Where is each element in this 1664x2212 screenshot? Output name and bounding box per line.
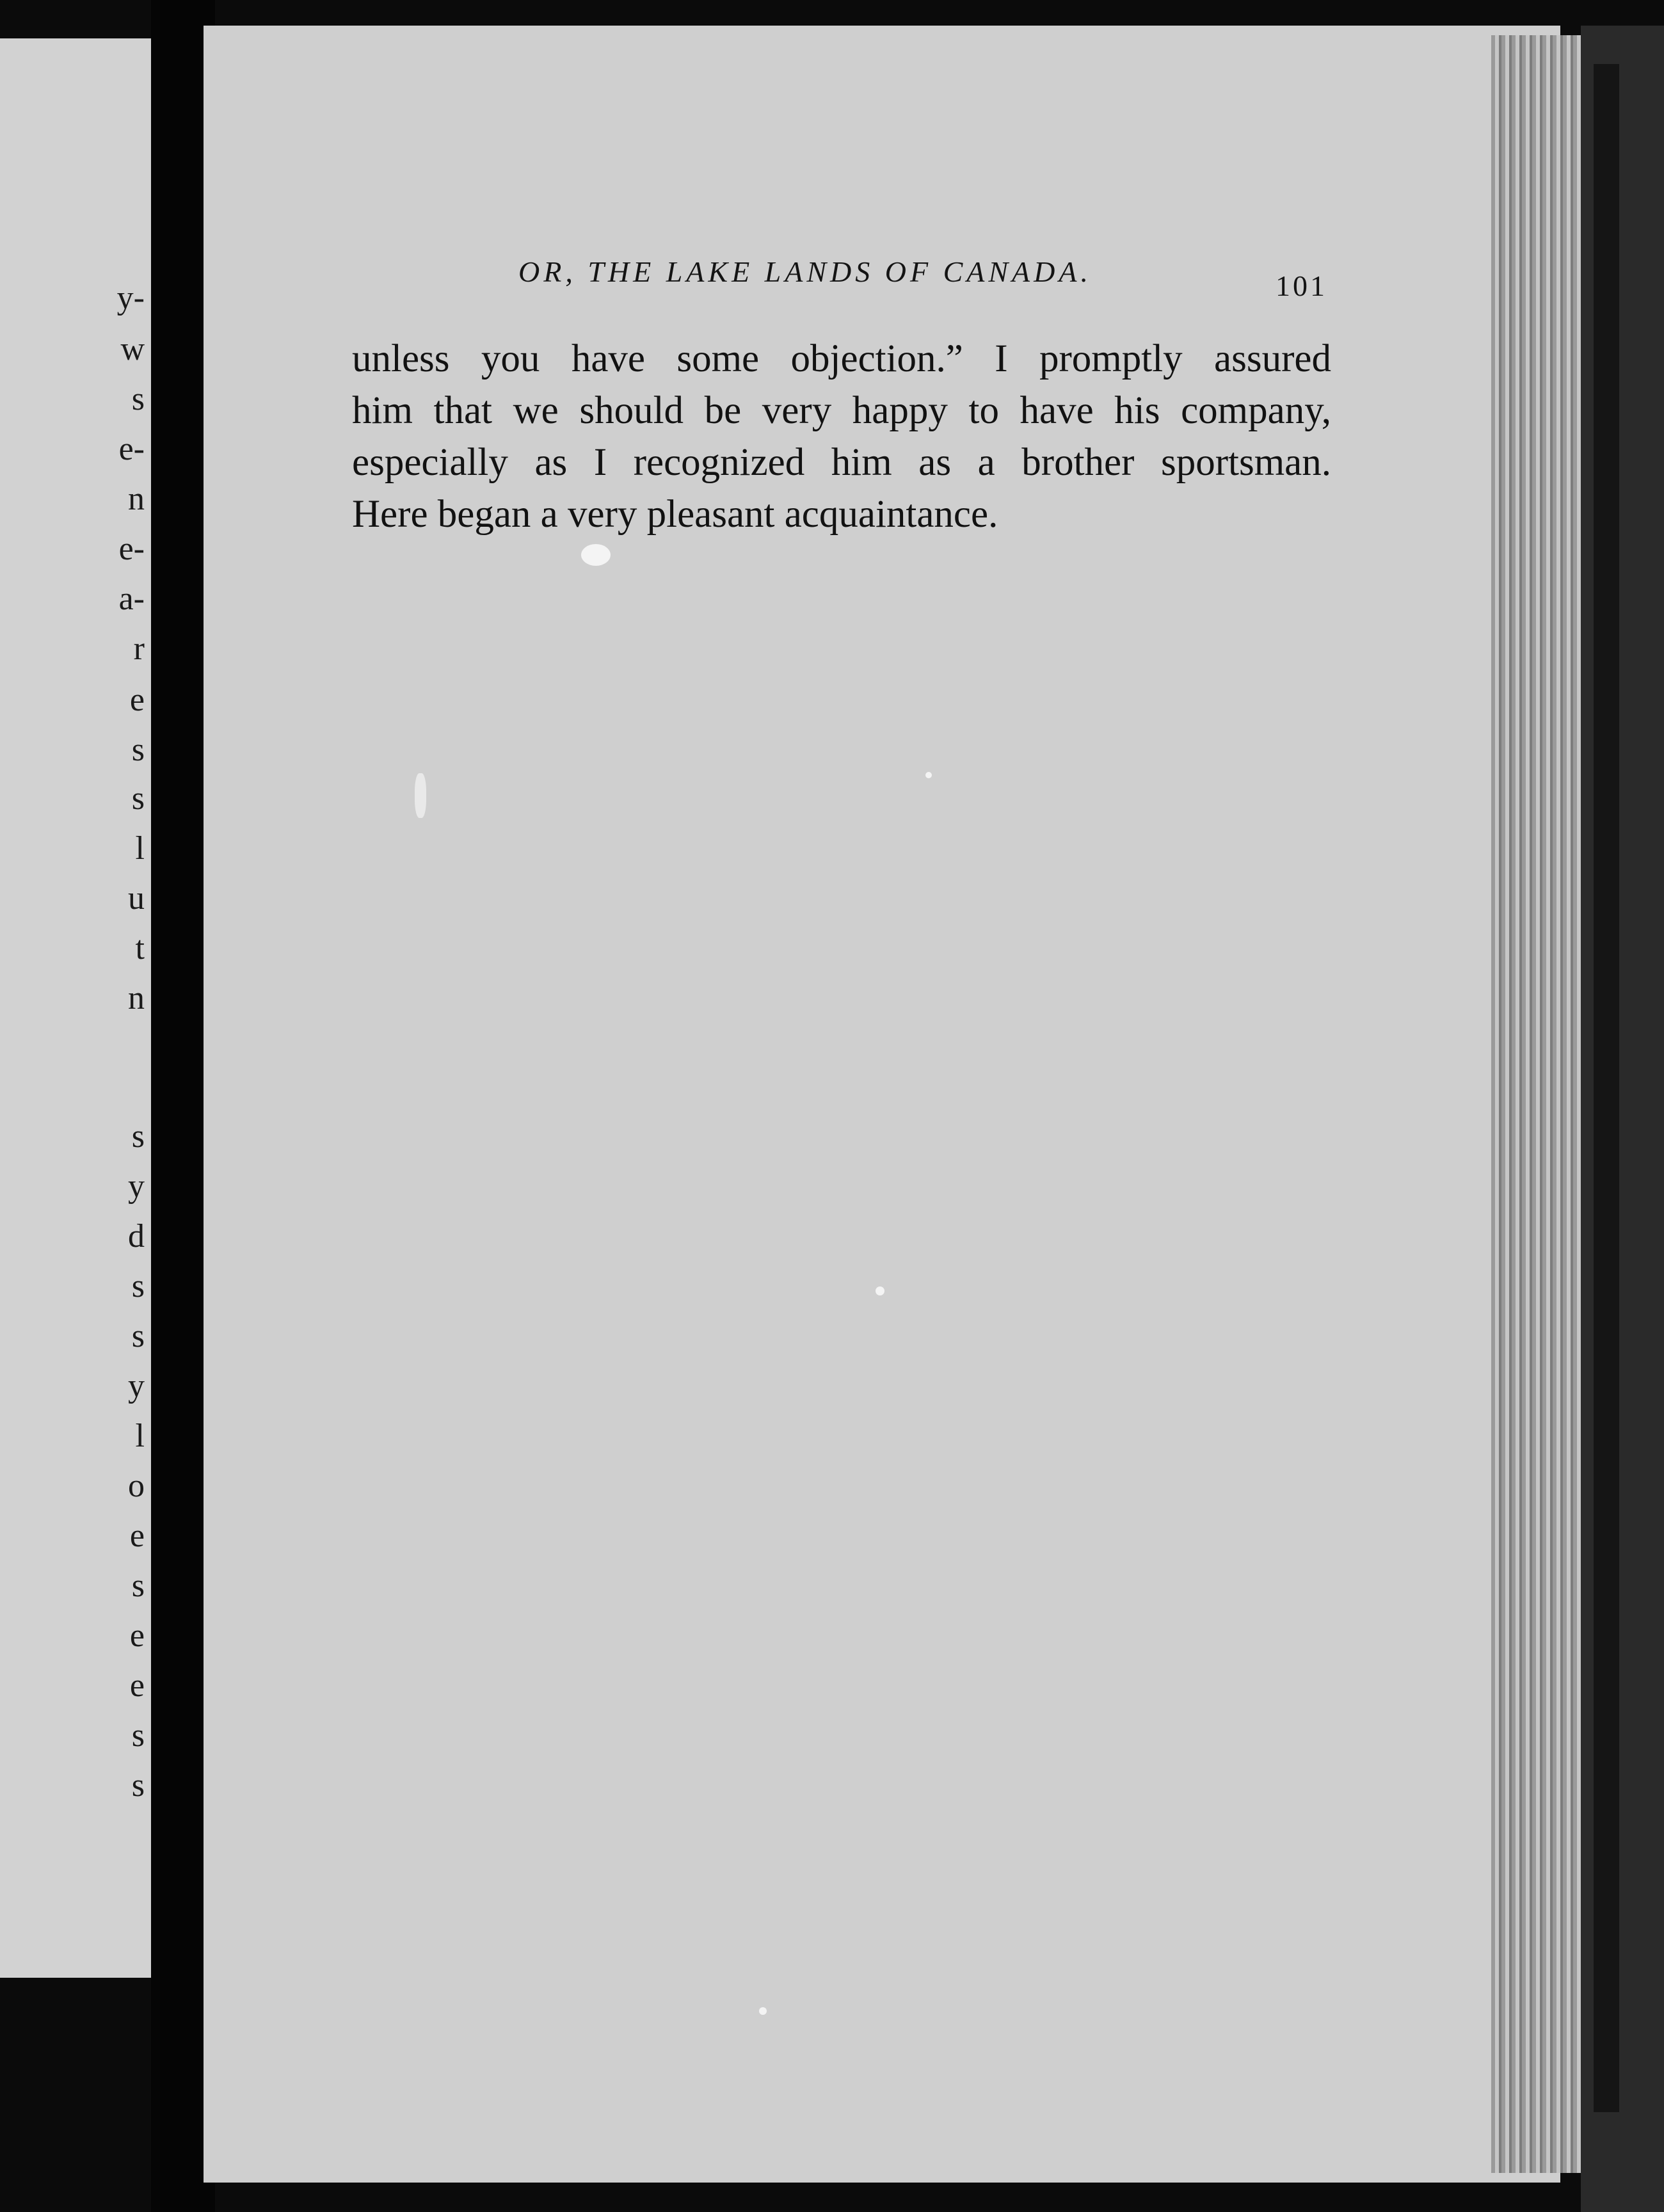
paper-speck — [759, 2007, 767, 2015]
page-number: 101 — [1276, 269, 1327, 302]
left-facing-page — [0, 38, 151, 1978]
margin-fragment: l — [135, 830, 145, 867]
margin-fragment: s — [131, 1717, 145, 1754]
margin-fragment: e — [129, 1667, 145, 1704]
paper-speck — [876, 1286, 884, 1295]
margin-fragment: s — [131, 1118, 145, 1155]
margin-fragment: e — [129, 1617, 145, 1654]
margin-fragment: e- — [118, 531, 145, 567]
paper-speck — [925, 772, 932, 778]
margin-fragment: y- — [116, 280, 145, 316]
margin-fragment: e- — [118, 431, 145, 467]
margin-fragment: w — [120, 331, 145, 367]
body-line: especially as I recognized him as a brother sportsman. — [352, 441, 1331, 484]
margin-fragment: y — [128, 1368, 145, 1404]
margin-fragment: l — [135, 1418, 145, 1454]
margin-fragment: y — [128, 1168, 145, 1205]
margin-fragment: s — [131, 780, 145, 817]
margin-fragment: r — [133, 630, 145, 667]
margin-fragment: n — [128, 481, 145, 517]
paper-speck — [581, 544, 611, 566]
margin-fragment: s — [131, 1767, 145, 1804]
body-text — [352, 333, 1331, 540]
left-page-margin-fragments — [0, 38, 151, 1978]
margin-fragment: s — [131, 1268, 145, 1304]
margin-fragment: s — [131, 732, 145, 768]
body-line: him that we should be very happy to have his company, — [352, 389, 1331, 432]
margin-fragment: s — [131, 1318, 145, 1354]
paper-speck — [415, 773, 426, 818]
margin-fragment: s — [131, 381, 145, 417]
margin-fragment: s — [131, 1567, 145, 1604]
margin-fragment: o — [128, 1468, 145, 1504]
book-cover-shadow — [1594, 64, 1619, 2112]
page-edges — [1491, 35, 1581, 2173]
margin-fragment: d — [128, 1218, 145, 1254]
body-line: unless you have some objection.” I promptly assured — [352, 337, 1331, 380]
margin-fragment: t — [135, 930, 145, 966]
margin-fragment: u — [128, 880, 145, 917]
margin-fragment: a- — [118, 581, 145, 617]
margin-fragment: e — [129, 682, 145, 718]
running-head: OR, THE LAKE LANDS OF CANADA. — [518, 255, 1092, 288]
margin-fragment: n — [128, 980, 145, 1016]
margin-fragment: e — [129, 1518, 145, 1554]
body-line: Here began a very pleasant acquaintance. — [352, 493, 998, 536]
